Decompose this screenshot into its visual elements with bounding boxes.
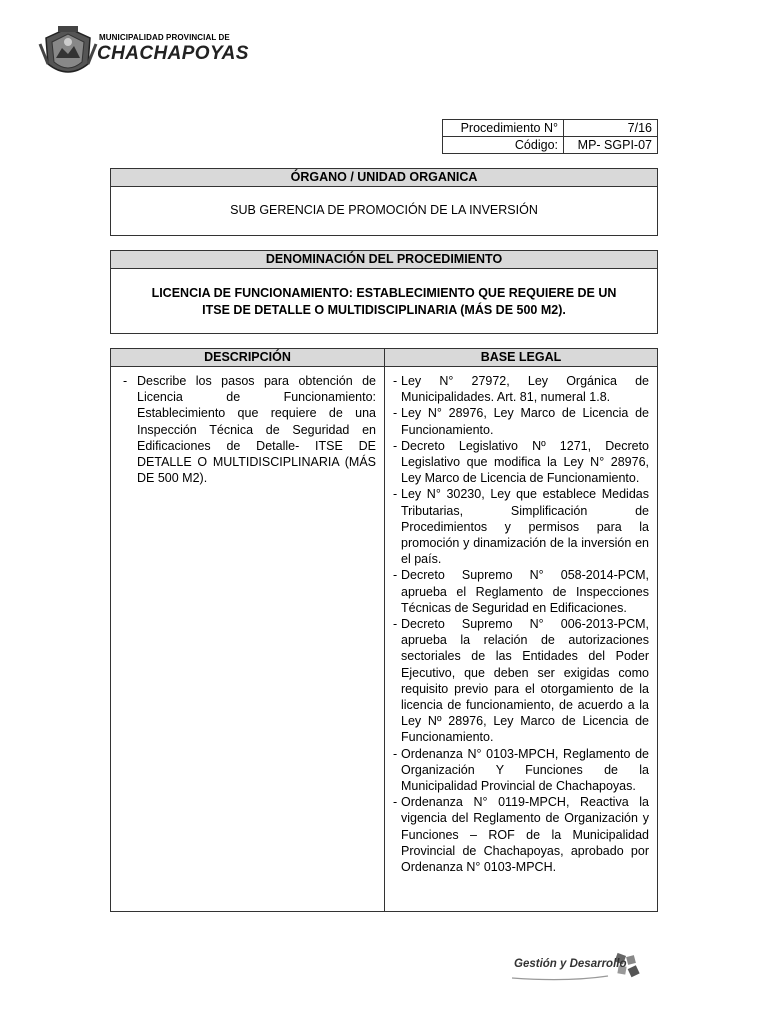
org-name-line-small: MUNICIPALIDAD PROVINCIAL DE — [99, 33, 230, 42]
legal-item: - Ordenanza N° 0103-MPCH, Reglamento de Organización Y Funciones de la Municipalidad Provincial de Chachapoyas. — [393, 746, 649, 795]
denominacion-section — [110, 250, 658, 334]
footer-slogan: Gestión y Desarrollo — [514, 958, 627, 970]
coat-of-arms-icon — [38, 24, 98, 80]
legal-item: - Decreto Supremo N° 006-2013-PCM, aprueba la relación de autorizaciones sectoriales de las Entidades del Poder Ejecutivo, que deben ser exigidas como requisito previo para el otorgamiento de la licencia de funcionamiento, de acuerdo a la Ley Nº 28976, Ley Marco de Licencia de Funcionamiento. — [393, 616, 649, 746]
legal-item: - Ley N° 30230, Ley que establece Medidas Tributarias, Simplificación de Procedimientos y permisos para la promoción y dinamización de la inversión en el país. — [393, 486, 649, 567]
denominacion-heading: DENOMINACIÓN DEL PROCEDIMIENTO — [111, 251, 657, 269]
procedure-number-label: Procedimiento N° — [443, 120, 564, 137]
description-item: - Describe los pasos para obtención de Licencia de Funcionamiento: Establecimiento que requiere de una Inspección Técnica de Seguridad en Edificaciones de Detalle- ITSE DE DETALLE O MULTIDISCIPLINARIA (MÁS DE 500 M2). — [119, 373, 376, 486]
legal-item: - Ley N° 28976, Ley Marco de Licencia de Funcionamiento. — [393, 405, 649, 437]
legal-column-header: BASE LEGAL — [385, 349, 658, 367]
legal-cell — [385, 367, 658, 912]
legal-item: - Decreto Supremo N° 058-2014-PCM, aprueba el Reglamento de Inspecciones Técnicas de Seguridad en Edificaciones. — [393, 567, 649, 616]
denominacion-value: LICENCIA DE FUNCIONAMIENTO: ESTABLECIMIENTO QUE REQUIERE DE UN ITSE DE DETALLE O MULTIDISCIPLINARIA (MÁS DE 500 M2). — [151, 286, 617, 317]
procedure-code-value: MP- SGPI-07 — [564, 137, 658, 154]
description-cell — [111, 367, 385, 912]
organo-section — [110, 168, 658, 236]
description-column-header: DESCRIPCIÓN — [111, 349, 385, 367]
legal-item: - Ordenanza N° 0119-MPCH, Reactiva la vigencia del Reglamento de Organización y Funciones – ROF de la Municipalidad Provincial de Chachapoyas, aprobado por Ordenanza N° 0103-MPCH. — [393, 794, 649, 875]
procedure-number-value: 7/16 — [564, 120, 658, 137]
legal-item: - Decreto Legislativo Nº 1271, Decreto Legislativo que modifica la Ley N° 28976, Ley Marco de Licencia de Funcionamiento. — [393, 438, 649, 487]
description-list — [119, 373, 376, 486]
legal-item: - Ley N° 27972, Ley Orgánica de Municipalidades. Art. 81, numeral 1.8. — [393, 373, 649, 405]
description-legal-table — [110, 348, 658, 912]
legal-list — [393, 373, 649, 875]
org-name-line-big: CHACHAPOYAS — [97, 43, 249, 64]
organo-value: SUB GERENCIA DE PROMOCIÓN DE LA INVERSIÓN — [230, 203, 538, 217]
procedure-code-label: Código: — [443, 137, 564, 154]
organo-heading: ÓRGANO / UNIDAD ORGANICA — [111, 169, 657, 187]
procedure-info-table — [442, 119, 658, 154]
